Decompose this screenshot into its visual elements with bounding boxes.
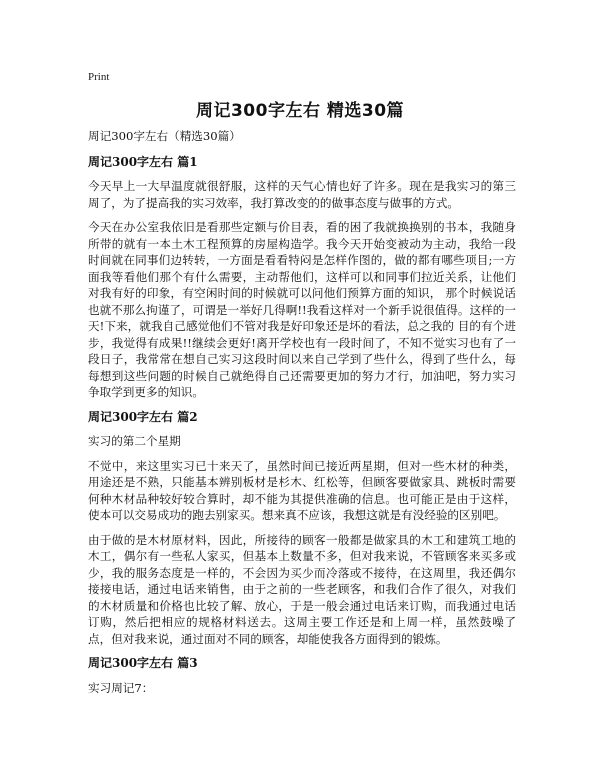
paragraph: 不觉中，来这里实习已十来天了，虽然时间已接近两星期，但对一些木材的种类，用途还是不熟，只能基本辨别板材是杉木、红松等，但顾客要做家具、跳板时需要何种木材品种较好较合算时，却不能为其提供准确的信息。也可能正是由于这样，使本可以交易成功的跑去别家买。想来真不应该，我想这就是有没经验的区别吧。 (88, 458, 516, 522)
section-heading: 周记300字左右 篇2 (88, 409, 198, 424)
paragraph: 今天早上一大早温度就很舒服，这样的天气心情也好了许多。现在是我实习的第三周了，为了提高我的实习效率，我打算改变的的做事态度与做事的方式。 (88, 179, 516, 210)
section-3 (88, 655, 516, 696)
paragraph: 由于做的是木材原材料，因此，所接待的顾客一般都是做家具的木工和建筑工地的木工，偶尔有一些私人家买，但基本上数量不多，但对我来说，不管顾客来买多或少，我的服务态度是一样的，不会因为买少而冷落或不接待，在这周里，我还偶尔接接电话，通过电话来销售，由于之前的一些老顾客，和我们合作了很久，对我们的木材质量和价格也比较了解、放心，于是一般会通过电话来订购，而我通过电话订购，然后把相应的规格材料送去。这周主要工作还是和上周一样，虽然鼓噪了点，但对我来说，通过面对不同的顾客，却能使我各方面得到的锻炼。 (88, 532, 516, 646)
section-heading: 周记300字左右 篇3 (88, 656, 198, 670)
paragraph: 实习周记7： (88, 680, 154, 695)
paragraph: 今天在办公室我依旧是看那些定额与价目表，看的困了我就换换别的书本，我随身所带的就有一本土木工程预算的房屋构造学。我今天开始变被动为主动，我给一段时间就在同事们边转转，一方面是看看特闷是怎样作图的，做的都有哪些项目;一方面我等看他们那个有什么需要，主动帮他们，这样可以和同事们拉近关系，让他们对我有好的印象，有空闲时间的时候就可以问他们预算方面的知识， 那个时候说话也就不那么拘谨了，可谓是一举好几得啊!!我看这样对一个新手说很值得。这样的一天!下来，就我自己感觉他们不管对我是好印象还是坏的看法，总之我的 目的有个进步，我觉得有成果!!继续会更好!离开学校也有一段时间了，不知不觉实习也有了一段日子，我常常在想自己实习这段时间以来自己学到了些什么，得到了些什么，每每想到这些问题的时候自己就绝得自己还需要更加的努力才行，加油吧，努力实习争取学到更多的知识。 (88, 220, 516, 399)
paragraph: 实习的第二个星期 (88, 434, 181, 448)
section-2 (88, 409, 516, 648)
page-title: 周记300字左右 精选30篇 (195, 101, 405, 121)
document-subtitle: 周记300字左右（精选30篇） (88, 129, 241, 143)
section-heading: 周记300字左右 篇1 (88, 154, 198, 169)
section-1 (88, 154, 516, 401)
print-link[interactable]: Print (88, 71, 110, 83)
document-body (88, 128, 516, 704)
